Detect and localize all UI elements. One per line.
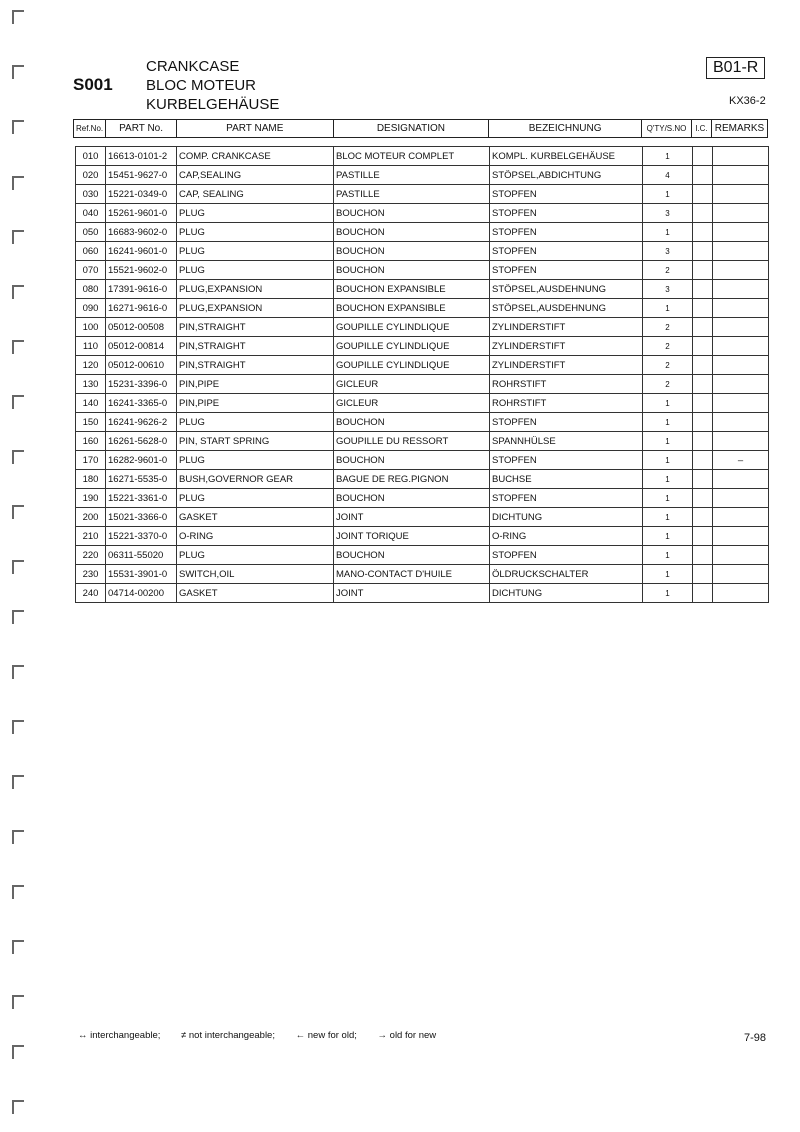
table-row bbox=[76, 413, 769, 432]
ref-no-cell: 200 bbox=[76, 508, 106, 527]
ref-no-cell: 060 bbox=[76, 242, 106, 261]
table-row bbox=[76, 394, 769, 413]
qty-cell: 4 bbox=[643, 166, 693, 185]
remarks-cell bbox=[713, 375, 769, 394]
page-number: 7-98 bbox=[744, 1032, 767, 1044]
ref-no-cell: 080 bbox=[76, 280, 106, 299]
remarks-cell bbox=[713, 546, 769, 565]
binder-mark bbox=[12, 176, 24, 190]
ref-no-cell: 180 bbox=[76, 470, 106, 489]
ic-cell bbox=[693, 413, 713, 432]
ref-no-cell: 030 bbox=[76, 185, 106, 204]
part-name-cell: PLUG,EXPANSION bbox=[177, 299, 334, 318]
section-titles bbox=[146, 57, 279, 114]
binder-mark bbox=[12, 230, 24, 244]
col-remarks: REMARKS bbox=[711, 120, 767, 138]
remarks-cell bbox=[713, 242, 769, 261]
binder-mark bbox=[12, 1045, 24, 1059]
ref-no-cell: 090 bbox=[76, 299, 106, 318]
bezeichnung-cell: ROHRSTIFT bbox=[490, 394, 643, 413]
designation-cell: GICLEUR bbox=[334, 394, 490, 413]
qty-cell: 1 bbox=[643, 470, 693, 489]
part-no-cell: 15221-0349-0 bbox=[106, 185, 177, 204]
qty-cell: 1 bbox=[643, 546, 693, 565]
qty-cell: 2 bbox=[643, 375, 693, 394]
qty-cell: 1 bbox=[643, 185, 693, 204]
remarks-cell bbox=[713, 261, 769, 280]
table-row bbox=[76, 337, 769, 356]
bezeichnung-cell: ZYLINDERSTIFT bbox=[490, 337, 643, 356]
binder-mark bbox=[12, 720, 24, 734]
bezeichnung-cell: ROHRSTIFT bbox=[490, 375, 643, 394]
part-no-cell: 05012-00814 bbox=[106, 337, 177, 356]
designation-cell: GICLEUR bbox=[334, 375, 490, 394]
ref-no-cell: 020 bbox=[76, 166, 106, 185]
part-name-cell: PLUG bbox=[177, 261, 334, 280]
table-row bbox=[76, 242, 769, 261]
ic-cell bbox=[693, 166, 713, 185]
binder-mark bbox=[12, 940, 24, 954]
designation-cell: BOUCHON bbox=[334, 546, 490, 565]
table-row bbox=[76, 185, 769, 204]
part-no-cell: 15221-3370-0 bbox=[106, 527, 177, 546]
qty-cell: 1 bbox=[643, 489, 693, 508]
part-no-cell: 16241-3365-0 bbox=[106, 394, 177, 413]
part-no-cell: 16241-9626-2 bbox=[106, 413, 177, 432]
binder-mark bbox=[12, 505, 24, 519]
part-name-cell: PIN,STRAIGHT bbox=[177, 318, 334, 337]
designation-cell: BLOC MOTEUR COMPLET bbox=[334, 147, 490, 166]
col-qty: Q'TY/S.NO bbox=[642, 120, 692, 138]
legend bbox=[78, 1030, 454, 1041]
designation-cell: GOUPILLE CYLINDLIQUE bbox=[334, 356, 490, 375]
binder-mark bbox=[12, 450, 24, 464]
designation-cell: BOUCHON bbox=[334, 413, 490, 432]
table-row bbox=[76, 565, 769, 584]
ic-cell bbox=[693, 375, 713, 394]
bezeichnung-cell: STOPFEN bbox=[490, 242, 643, 261]
designation-cell: GOUPILLE CYLINDLIQUE bbox=[334, 318, 490, 337]
table-row bbox=[76, 204, 769, 223]
part-name-cell: PIN,STRAIGHT bbox=[177, 337, 334, 356]
designation-cell: JOINT bbox=[334, 584, 490, 603]
bezeichnung-cell: ZYLINDERSTIFT bbox=[490, 318, 643, 337]
part-name-cell: O-RING bbox=[177, 527, 334, 546]
ref-no-cell: 230 bbox=[76, 565, 106, 584]
ref-no-cell: 100 bbox=[76, 318, 106, 337]
table-row bbox=[76, 508, 769, 527]
qty-cell: 1 bbox=[643, 147, 693, 166]
part-no-cell: 15231-3396-0 bbox=[106, 375, 177, 394]
title-german: KURBELGEHÄUSE bbox=[146, 96, 280, 113]
ic-cell bbox=[693, 223, 713, 242]
legend-new-for-old: ← new for old; bbox=[295, 1030, 357, 1041]
col-part-name: PART NAME bbox=[176, 120, 333, 138]
qty-cell: 1 bbox=[643, 432, 693, 451]
table-row bbox=[76, 147, 769, 166]
remarks-cell bbox=[713, 584, 769, 603]
designation-cell: MANO-CONTACT D'HUILE bbox=[334, 565, 490, 584]
ref-no-cell: 110 bbox=[76, 337, 106, 356]
binder-mark bbox=[12, 285, 24, 299]
group-code-box: B01-R bbox=[706, 57, 765, 79]
table-row bbox=[76, 223, 769, 242]
designation-cell: GOUPILLE DU RESSORT bbox=[334, 432, 490, 451]
part-name-cell: CAP,SEALING bbox=[177, 166, 334, 185]
part-name-cell: PIN, START SPRING bbox=[177, 432, 334, 451]
part-name-cell: PIN,STRAIGHT bbox=[177, 356, 334, 375]
bezeichnung-cell: STOPFEN bbox=[490, 451, 643, 470]
designation-cell: BOUCHON bbox=[334, 451, 490, 470]
bezeichnung-cell: STOPFEN bbox=[490, 413, 643, 432]
designation-cell: BOUCHON EXPANSIBLE bbox=[334, 280, 490, 299]
part-no-cell: 16241-9601-0 bbox=[106, 242, 177, 261]
col-ref-no: Ref.No. bbox=[74, 120, 106, 138]
ref-no-cell: 160 bbox=[76, 432, 106, 451]
bezeichnung-cell: ÖLDRUCKSCHALTER bbox=[490, 565, 643, 584]
col-bezeichnung: BEZEICHNUNG bbox=[489, 120, 642, 138]
ref-no-cell: 240 bbox=[76, 584, 106, 603]
ic-cell bbox=[693, 546, 713, 565]
remarks-cell bbox=[713, 147, 769, 166]
qty-cell: 2 bbox=[643, 261, 693, 280]
ic-cell bbox=[693, 261, 713, 280]
part-name-cell: PLUG bbox=[177, 489, 334, 508]
legend-old-for-new: → old for new bbox=[377, 1030, 437, 1041]
bezeichnung-cell: STÖPSEL,AUSDEHNUNG bbox=[490, 280, 643, 299]
title-french: BLOC MOTEUR bbox=[146, 77, 257, 94]
remarks-cell bbox=[713, 299, 769, 318]
ic-cell bbox=[693, 318, 713, 337]
ic-cell bbox=[693, 432, 713, 451]
qty-cell: 3 bbox=[643, 280, 693, 299]
bezeichnung-cell: STÖPSEL,ABDICHTUNG bbox=[490, 166, 643, 185]
remarks-cell bbox=[713, 337, 769, 356]
part-name-cell: PLUG bbox=[177, 223, 334, 242]
bezeichnung-cell: KOMPL. KURBELGEHÄUSE bbox=[490, 147, 643, 166]
ic-cell bbox=[693, 204, 713, 223]
table-row bbox=[76, 527, 769, 546]
part-name-cell: PIN,PIPE bbox=[177, 394, 334, 413]
ref-no-cell: 150 bbox=[76, 413, 106, 432]
remarks-cell bbox=[713, 204, 769, 223]
part-no-cell: 04714-00200 bbox=[106, 584, 177, 603]
ic-cell bbox=[693, 508, 713, 527]
remarks-cell bbox=[713, 565, 769, 584]
part-no-cell: 16683-9602-0 bbox=[106, 223, 177, 242]
binder-mark bbox=[12, 995, 24, 1009]
designation-cell: PASTILLE bbox=[334, 166, 490, 185]
table-row bbox=[76, 261, 769, 280]
col-ic: I.C. bbox=[691, 120, 711, 138]
ref-no-cell: 190 bbox=[76, 489, 106, 508]
designation-cell: JOINT TORIQUE bbox=[334, 527, 490, 546]
designation-cell: PASTILLE bbox=[334, 185, 490, 204]
table-row bbox=[76, 432, 769, 451]
bezeichnung-cell: DICHTUNG bbox=[490, 584, 643, 603]
part-name-cell: PIN,PIPE bbox=[177, 375, 334, 394]
part-no-cell: 16261-5628-0 bbox=[106, 432, 177, 451]
bezeichnung-cell: BUCHSE bbox=[490, 470, 643, 489]
binder-mark bbox=[12, 10, 24, 24]
bezeichnung-cell: DICHTUNG bbox=[490, 508, 643, 527]
remarks-cell bbox=[713, 280, 769, 299]
ic-cell bbox=[693, 489, 713, 508]
qty-cell: 1 bbox=[643, 299, 693, 318]
part-no-cell: 16282-9601-0 bbox=[106, 451, 177, 470]
binder-mark bbox=[12, 560, 24, 574]
ic-cell bbox=[693, 337, 713, 356]
col-part-no: PART No. bbox=[106, 120, 177, 138]
qty-cell: 1 bbox=[643, 565, 693, 584]
ic-cell bbox=[693, 356, 713, 375]
remarks-cell bbox=[713, 318, 769, 337]
ref-no-cell: 050 bbox=[76, 223, 106, 242]
part-name-cell: PLUG bbox=[177, 413, 334, 432]
designation-cell: BOUCHON EXPANSIBLE bbox=[334, 299, 490, 318]
qty-cell: 1 bbox=[643, 394, 693, 413]
remarks-cell: – bbox=[713, 451, 769, 470]
ic-cell bbox=[693, 242, 713, 261]
qty-cell: 1 bbox=[643, 223, 693, 242]
binder-mark bbox=[12, 665, 24, 679]
remarks-cell bbox=[713, 489, 769, 508]
table-row bbox=[76, 584, 769, 603]
remarks-cell bbox=[713, 432, 769, 451]
part-name-cell: PLUG,EXPANSION bbox=[177, 280, 334, 299]
table-row bbox=[76, 375, 769, 394]
bezeichnung-cell: STOPFEN bbox=[490, 185, 643, 204]
ic-cell bbox=[693, 299, 713, 318]
bezeichnung-cell: STOPFEN bbox=[490, 261, 643, 280]
qty-cell: 1 bbox=[643, 413, 693, 432]
table-row bbox=[76, 280, 769, 299]
legend-not-interchangeable: ≠ not interchangeable; bbox=[181, 1030, 275, 1041]
remarks-cell bbox=[713, 223, 769, 242]
table-row bbox=[76, 318, 769, 337]
remarks-cell bbox=[713, 185, 769, 204]
bezeichnung-cell: STOPFEN bbox=[490, 489, 643, 508]
remarks-cell bbox=[713, 413, 769, 432]
designation-cell: BAGUE DE REG.PIGNON bbox=[334, 470, 490, 489]
ic-cell bbox=[693, 527, 713, 546]
ref-no-cell: 120 bbox=[76, 356, 106, 375]
title-english: CRANKCASE bbox=[146, 58, 240, 75]
part-no-cell: 15261-9601-0 bbox=[106, 204, 177, 223]
part-name-cell: PLUG bbox=[177, 451, 334, 470]
table-row bbox=[76, 356, 769, 375]
ref-no-cell: 210 bbox=[76, 527, 106, 546]
bezeichnung-cell: STOPFEN bbox=[490, 546, 643, 565]
part-no-cell: 15021-3366-0 bbox=[106, 508, 177, 527]
remarks-cell bbox=[713, 394, 769, 413]
part-no-cell: 05012-00610 bbox=[106, 356, 177, 375]
table-row bbox=[76, 470, 769, 489]
part-no-cell: 15521-9602-0 bbox=[106, 261, 177, 280]
part-no-cell: 16271-5535-0 bbox=[106, 470, 177, 489]
binder-mark bbox=[12, 885, 24, 899]
remarks-cell bbox=[713, 166, 769, 185]
qty-cell: 1 bbox=[643, 584, 693, 603]
bezeichnung-cell: SPANNHÜLSE bbox=[490, 432, 643, 451]
binder-mark bbox=[12, 610, 24, 624]
ref-no-cell: 040 bbox=[76, 204, 106, 223]
table-row bbox=[76, 546, 769, 565]
binder-mark bbox=[12, 775, 24, 789]
parts-table bbox=[75, 146, 769, 603]
qty-cell: 2 bbox=[643, 337, 693, 356]
remarks-cell bbox=[713, 470, 769, 489]
ref-no-cell: 220 bbox=[76, 546, 106, 565]
qty-cell: 3 bbox=[643, 242, 693, 261]
designation-cell: JOINT bbox=[334, 508, 490, 527]
table-row bbox=[76, 166, 769, 185]
part-name-cell: PLUG bbox=[177, 546, 334, 565]
designation-cell: BOUCHON bbox=[334, 223, 490, 242]
qty-cell: 2 bbox=[643, 356, 693, 375]
ic-cell bbox=[693, 470, 713, 489]
part-name-cell: BUSH,GOVERNOR GEAR bbox=[177, 470, 334, 489]
ref-no-cell: 140 bbox=[76, 394, 106, 413]
ic-cell bbox=[693, 394, 713, 413]
section-code: S001 bbox=[73, 75, 113, 94]
bezeichnung-cell: O-RING bbox=[490, 527, 643, 546]
part-name-cell: PLUG bbox=[177, 242, 334, 261]
remarks-cell bbox=[713, 356, 769, 375]
ref-no-cell: 130 bbox=[76, 375, 106, 394]
binder-mark bbox=[12, 65, 24, 79]
part-name-cell: SWITCH,OIL bbox=[177, 565, 334, 584]
ic-cell bbox=[693, 280, 713, 299]
part-name-cell: GASKET bbox=[177, 508, 334, 527]
ic-cell bbox=[693, 451, 713, 470]
remarks-cell bbox=[713, 527, 769, 546]
binder-mark bbox=[12, 120, 24, 134]
designation-cell: GOUPILLE CYLINDLIQUE bbox=[334, 337, 490, 356]
part-no-cell: 15221-3361-0 bbox=[106, 489, 177, 508]
part-name-cell: CAP, SEALING bbox=[177, 185, 334, 204]
designation-cell: BOUCHON bbox=[334, 261, 490, 280]
qty-cell: 3 bbox=[643, 204, 693, 223]
ref-no-cell: 170 bbox=[76, 451, 106, 470]
legend-interchangeable: ↔ interchangeable; bbox=[78, 1030, 161, 1041]
bezeichnung-cell: STÖPSEL,AUSDEHNUNG bbox=[490, 299, 643, 318]
ic-cell bbox=[693, 565, 713, 584]
bezeichnung-cell: STOPFEN bbox=[490, 223, 643, 242]
part-no-cell: 16271-9616-0 bbox=[106, 299, 177, 318]
ic-cell bbox=[693, 584, 713, 603]
binder-mark bbox=[12, 830, 24, 844]
ref-no-cell: 010 bbox=[76, 147, 106, 166]
bezeichnung-cell: STOPFEN bbox=[490, 204, 643, 223]
remarks-cell bbox=[713, 508, 769, 527]
part-no-cell: 15531-3901-0 bbox=[106, 565, 177, 584]
model-code: KX36-2 bbox=[729, 95, 766, 107]
bezeichnung-cell: ZYLINDERSTIFT bbox=[490, 356, 643, 375]
part-no-cell: 05012-00508 bbox=[106, 318, 177, 337]
qty-cell: 2 bbox=[643, 318, 693, 337]
ref-no-cell: 070 bbox=[76, 261, 106, 280]
designation-cell: BOUCHON bbox=[334, 242, 490, 261]
column-header-table bbox=[73, 119, 768, 138]
table-row bbox=[76, 451, 769, 470]
part-name-cell: COMP. CRANKCASE bbox=[177, 147, 334, 166]
part-no-cell: 16613-0101-2 bbox=[106, 147, 177, 166]
part-no-cell: 17391-9616-0 bbox=[106, 280, 177, 299]
qty-cell: 1 bbox=[643, 527, 693, 546]
col-designation: DESIGNATION bbox=[333, 120, 489, 138]
part-name-cell: GASKET bbox=[177, 584, 334, 603]
ic-cell bbox=[693, 185, 713, 204]
part-no-cell: 15451-9627-0 bbox=[106, 166, 177, 185]
table-row bbox=[76, 299, 769, 318]
table-row bbox=[76, 489, 769, 508]
binder-mark bbox=[12, 1100, 24, 1114]
designation-cell: BOUCHON bbox=[334, 204, 490, 223]
qty-cell: 1 bbox=[643, 508, 693, 527]
binder-mark bbox=[12, 340, 24, 354]
part-no-cell: 06311-55020 bbox=[106, 546, 177, 565]
designation-cell: BOUCHON bbox=[334, 489, 490, 508]
part-name-cell: PLUG bbox=[177, 204, 334, 223]
ic-cell bbox=[693, 147, 713, 166]
binder-mark bbox=[12, 395, 24, 409]
qty-cell: 1 bbox=[643, 451, 693, 470]
